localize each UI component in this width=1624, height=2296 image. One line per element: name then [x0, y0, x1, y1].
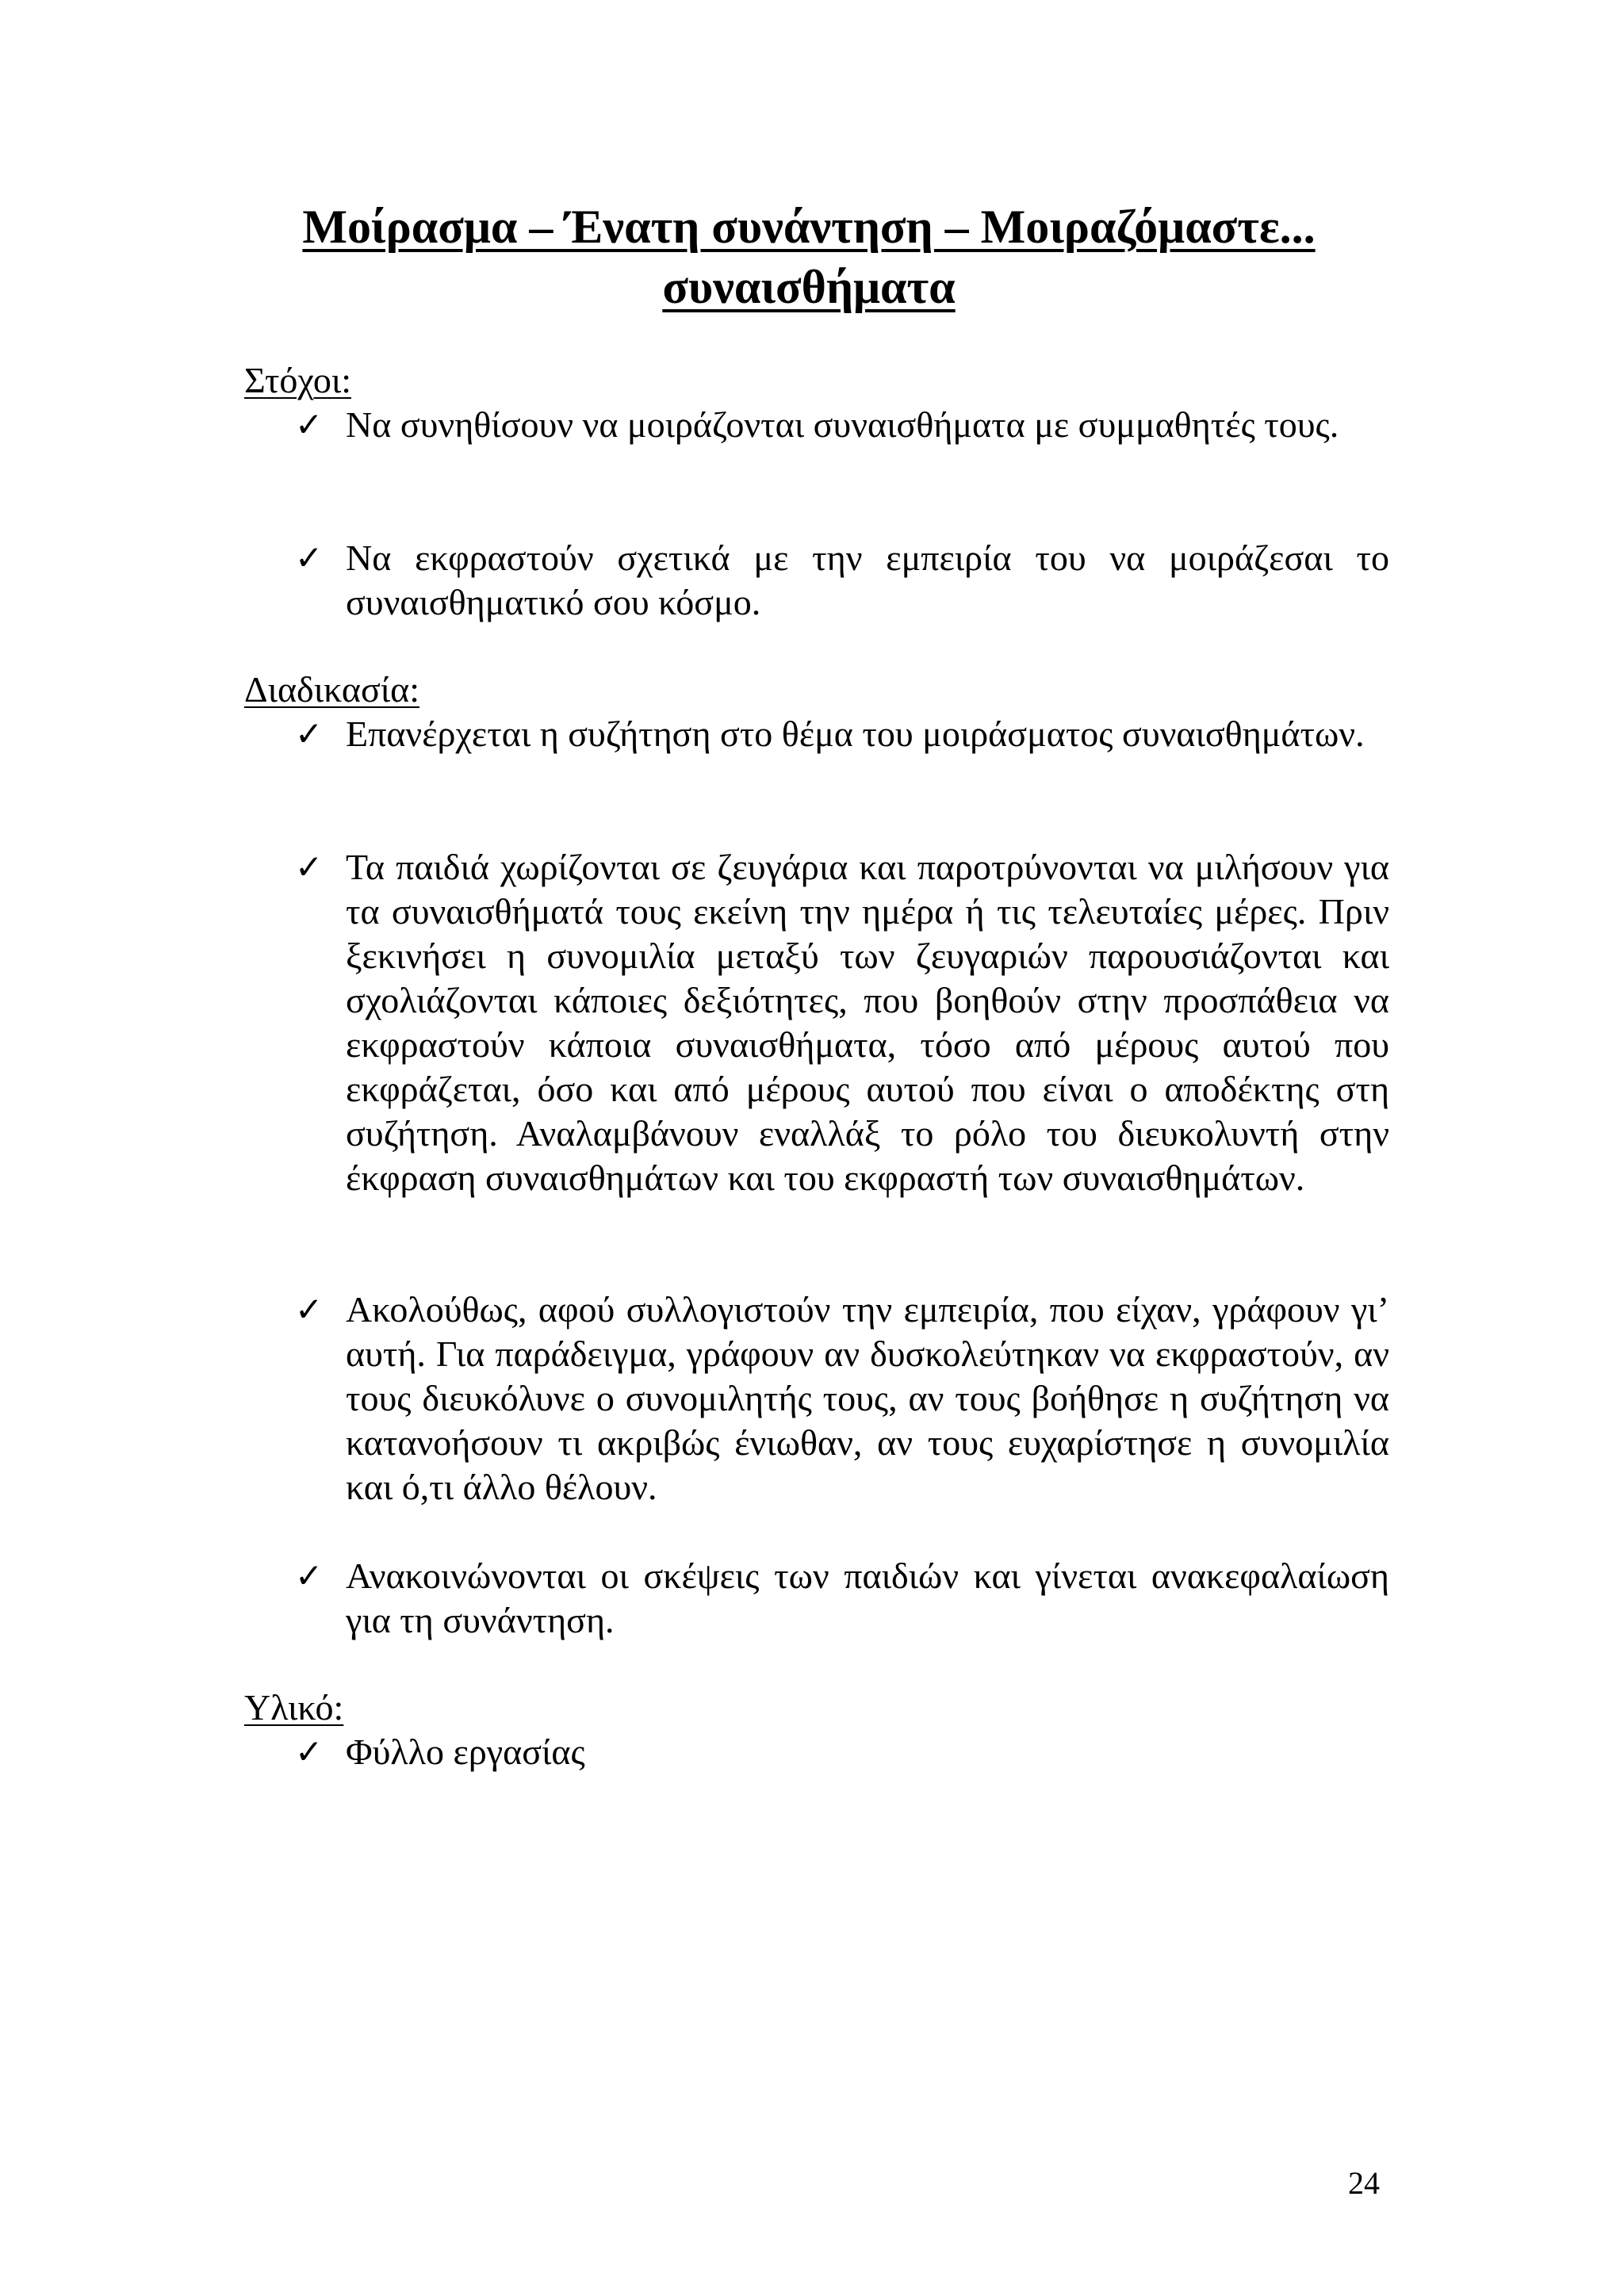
list-item-text: Να συνηθίσουν να μοιράζονται συναισθήματα με συμμαθητές τους.: [346, 404, 1339, 445]
check-icon: ✓: [295, 405, 324, 444]
list-item: [295, 845, 1389, 1200]
list-item: [295, 403, 1389, 447]
list-item-text: Τα παιδιά χωρίζονται σε ζευγάρια και παροτρύνονται να μιλήσουν για τα συναισθήματά τους εκείνη την ημέρα ή τις τελευταίες μέρες. Πριν ξεκινήσει η συνομιλία μεταξύ των ζευγαριών παρουσιάζονται και σχολιάζονται κάποιες δεξιότητες, που βοηθούν στην προσπάθεια να εκφραστούν κάποια συναισθήματα, τόσο από μέρους αυτού που εκφράζεται, όσο και από μέρους αυτού που είναι ο αποδέκτης στη συζήτηση. Αναλαμβάνουν εναλλάξ το ρόλο του διευκολυντή στην έκφραση συναισθημάτων και του εκφραστή των συναισθημάτων.: [346, 847, 1389, 1198]
section-heading-goals: Στόχοι:: [244, 360, 351, 400]
title-line-2: συναισθήματα: [662, 261, 956, 313]
check-icon: ✓: [295, 1290, 324, 1329]
page-title: [238, 197, 1380, 317]
list-item-text: Ανακοινώνονται οι σκέψεις των παιδιών και γίνεται ανακεφαλαίωση για τη συνάντηση.: [346, 1556, 1389, 1640]
check-icon: ✓: [295, 538, 324, 577]
check-icon: ✓: [295, 1556, 324, 1595]
list-item: [295, 1554, 1389, 1643]
list-item-text: Επανέρχεται η συζήτηση στο θέμα του μοιράσματος συναισθημάτων.: [346, 714, 1365, 754]
section-heading-procedure: Διαδικασία:: [244, 669, 420, 710]
section-heading-material: Υλικό:: [244, 1687, 344, 1728]
list-item: [295, 712, 1389, 756]
title-line-1: Μοίρασμα – Ένατη συνάντηση – Μοιραζόμαστε...: [302, 201, 1316, 253]
list-item: [295, 1730, 1389, 1774]
list-item-text: Φύλλο εργασίας: [346, 1732, 585, 1772]
list-item-text: Ακολούθως, αφού συλλογιστούν την εμπειρία, που είχαν, γράφουν γι’ αυτή. Για παράδειγμα, γράφουν αν δυσκολεύτηκαν να εκφραστούν, αν τους διευκόλυνε ο συνομιλητής τους, αν τους βοήθησε η συζήτηση να κατανοήσουν τι ακριβώς ένιωθαν, αν τους ευχαρίστησε η συνομιλία και ό,τι άλλο θέλουν.: [346, 1289, 1389, 1507]
list-item-text: Να εκφραστούν σχετικά με την εμπειρία του να μοιράζεσαι το συναισθηματικό σου κόσμο.: [346, 538, 1389, 622]
page-number: 24: [1348, 2165, 1380, 2201]
check-icon: ✓: [295, 848, 324, 886]
check-icon: ✓: [295, 1732, 324, 1771]
check-icon: ✓: [295, 714, 324, 753]
list-item: [295, 1288, 1389, 1510]
list-item: [295, 536, 1389, 625]
